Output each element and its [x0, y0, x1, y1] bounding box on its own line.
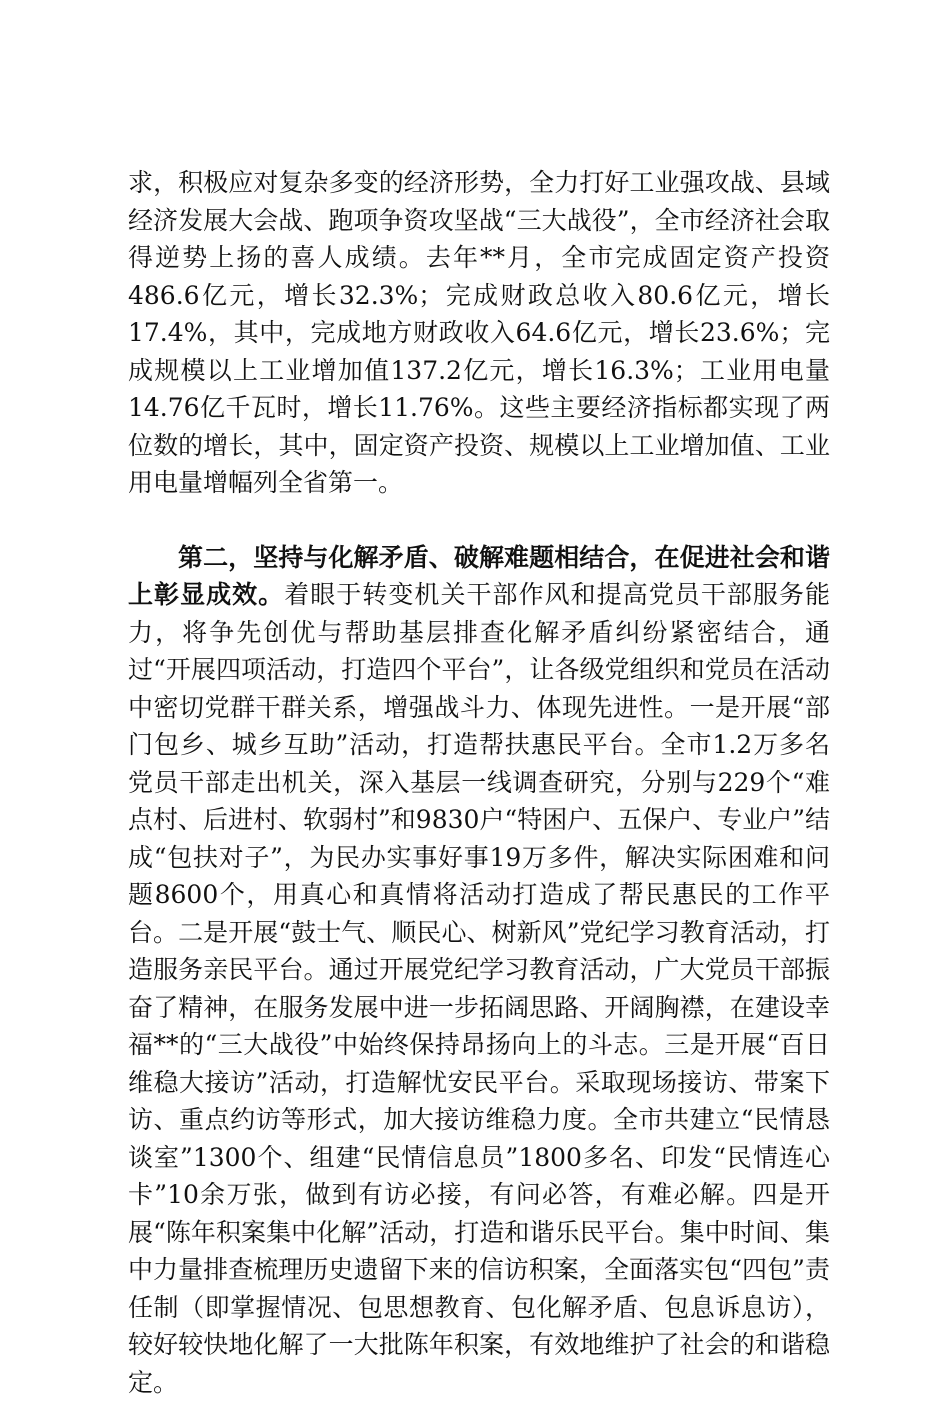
paragraph-body: 求，积极应对复杂多变的经济形势，全力打好工业强攻战、县域经济发展大会战、跑项争资攻坚战“三大战役”，全市经济社会取得逆势上扬的喜人成绩。去年**月，全市完成固定资产投资486.6亿元，增长32.3%；完成财政总收入80.6亿元，增长17.4%，其中，完成地方财政收入64.6亿元，增长23.6%；完成规模以上工业增加值137.2亿元，增长16.3%；工业用电量14.76亿千瓦时，增长11.76%。这些主要经济指标都实现了两位数的增长，其中，固定资产投资、规模以上工业增加值、工业用电量增幅列全省第一。 — [128, 168, 830, 497]
paragraph-social-harmony — [128, 539, 830, 1401]
document-page — [128, 164, 830, 1401]
paragraph-body: 着眼于转变机关干部作风和提高党员干部服务能力，将争先创优与帮助基层排查化解矛盾纠纷紧密结合，通过“开展四项活动，打造四个平台”，让各级党组织和党员在活动中密切党群干群关系，增强战斗力、体现先进性。一是开展“部门包乡、城乡互助”活动，打造帮扶惠民平台。全市1.2万多名党员干部走出机关，深入基层一线调查研究，分别与229个“难点村、后进村、软弱村”和9830户“特困户、五保户、专业户”结成“包扶对子”，为民办实事好事19万多件，解决实际困难和问题8600个，用真心和真情将活动打造成了帮民惠民的工作平台。二是开展“鼓士气、顺民心、树新风”党纪学习教育活动，打造服务亲民平台。通过开展党纪学习教育活动，广大党员干部振奋了精神，在服务发展中进一步拓阔思路、开阔胸襟，在建设幸福**的“三大战役”中始终保持昂扬向上的斗志。三是开展“百日维稳大接访”活动，打造解忧安民平台。采取现场接访、带案下访、重点约访等形式，加大接访维稳力度。全市共建立“民情恳谈室”1300个、组建“民情信息员”1800多名、印发“民情连心卡”10余万张，做到有访必接，有问必答，有难必解。四是开展“陈年积案集中化解”活动，打造和谐乐民平台。集中时间、集中力量排查梳理历史遗留下来的信访积案，全面落实包“四包”责任制（即掌握情况、包思想教育、包化解矛盾、包息诉息访），较好较快地化解了一大批陈年积案，有效地维护了社会的和谐稳定。 — [128, 580, 830, 1397]
paragraph-economic-results — [128, 164, 830, 502]
paragraph-lead-heading: 第二，坚持与化解矛盾、破解难题相结合，在促进社会和谐上彰显成效。 — [128, 543, 830, 610]
